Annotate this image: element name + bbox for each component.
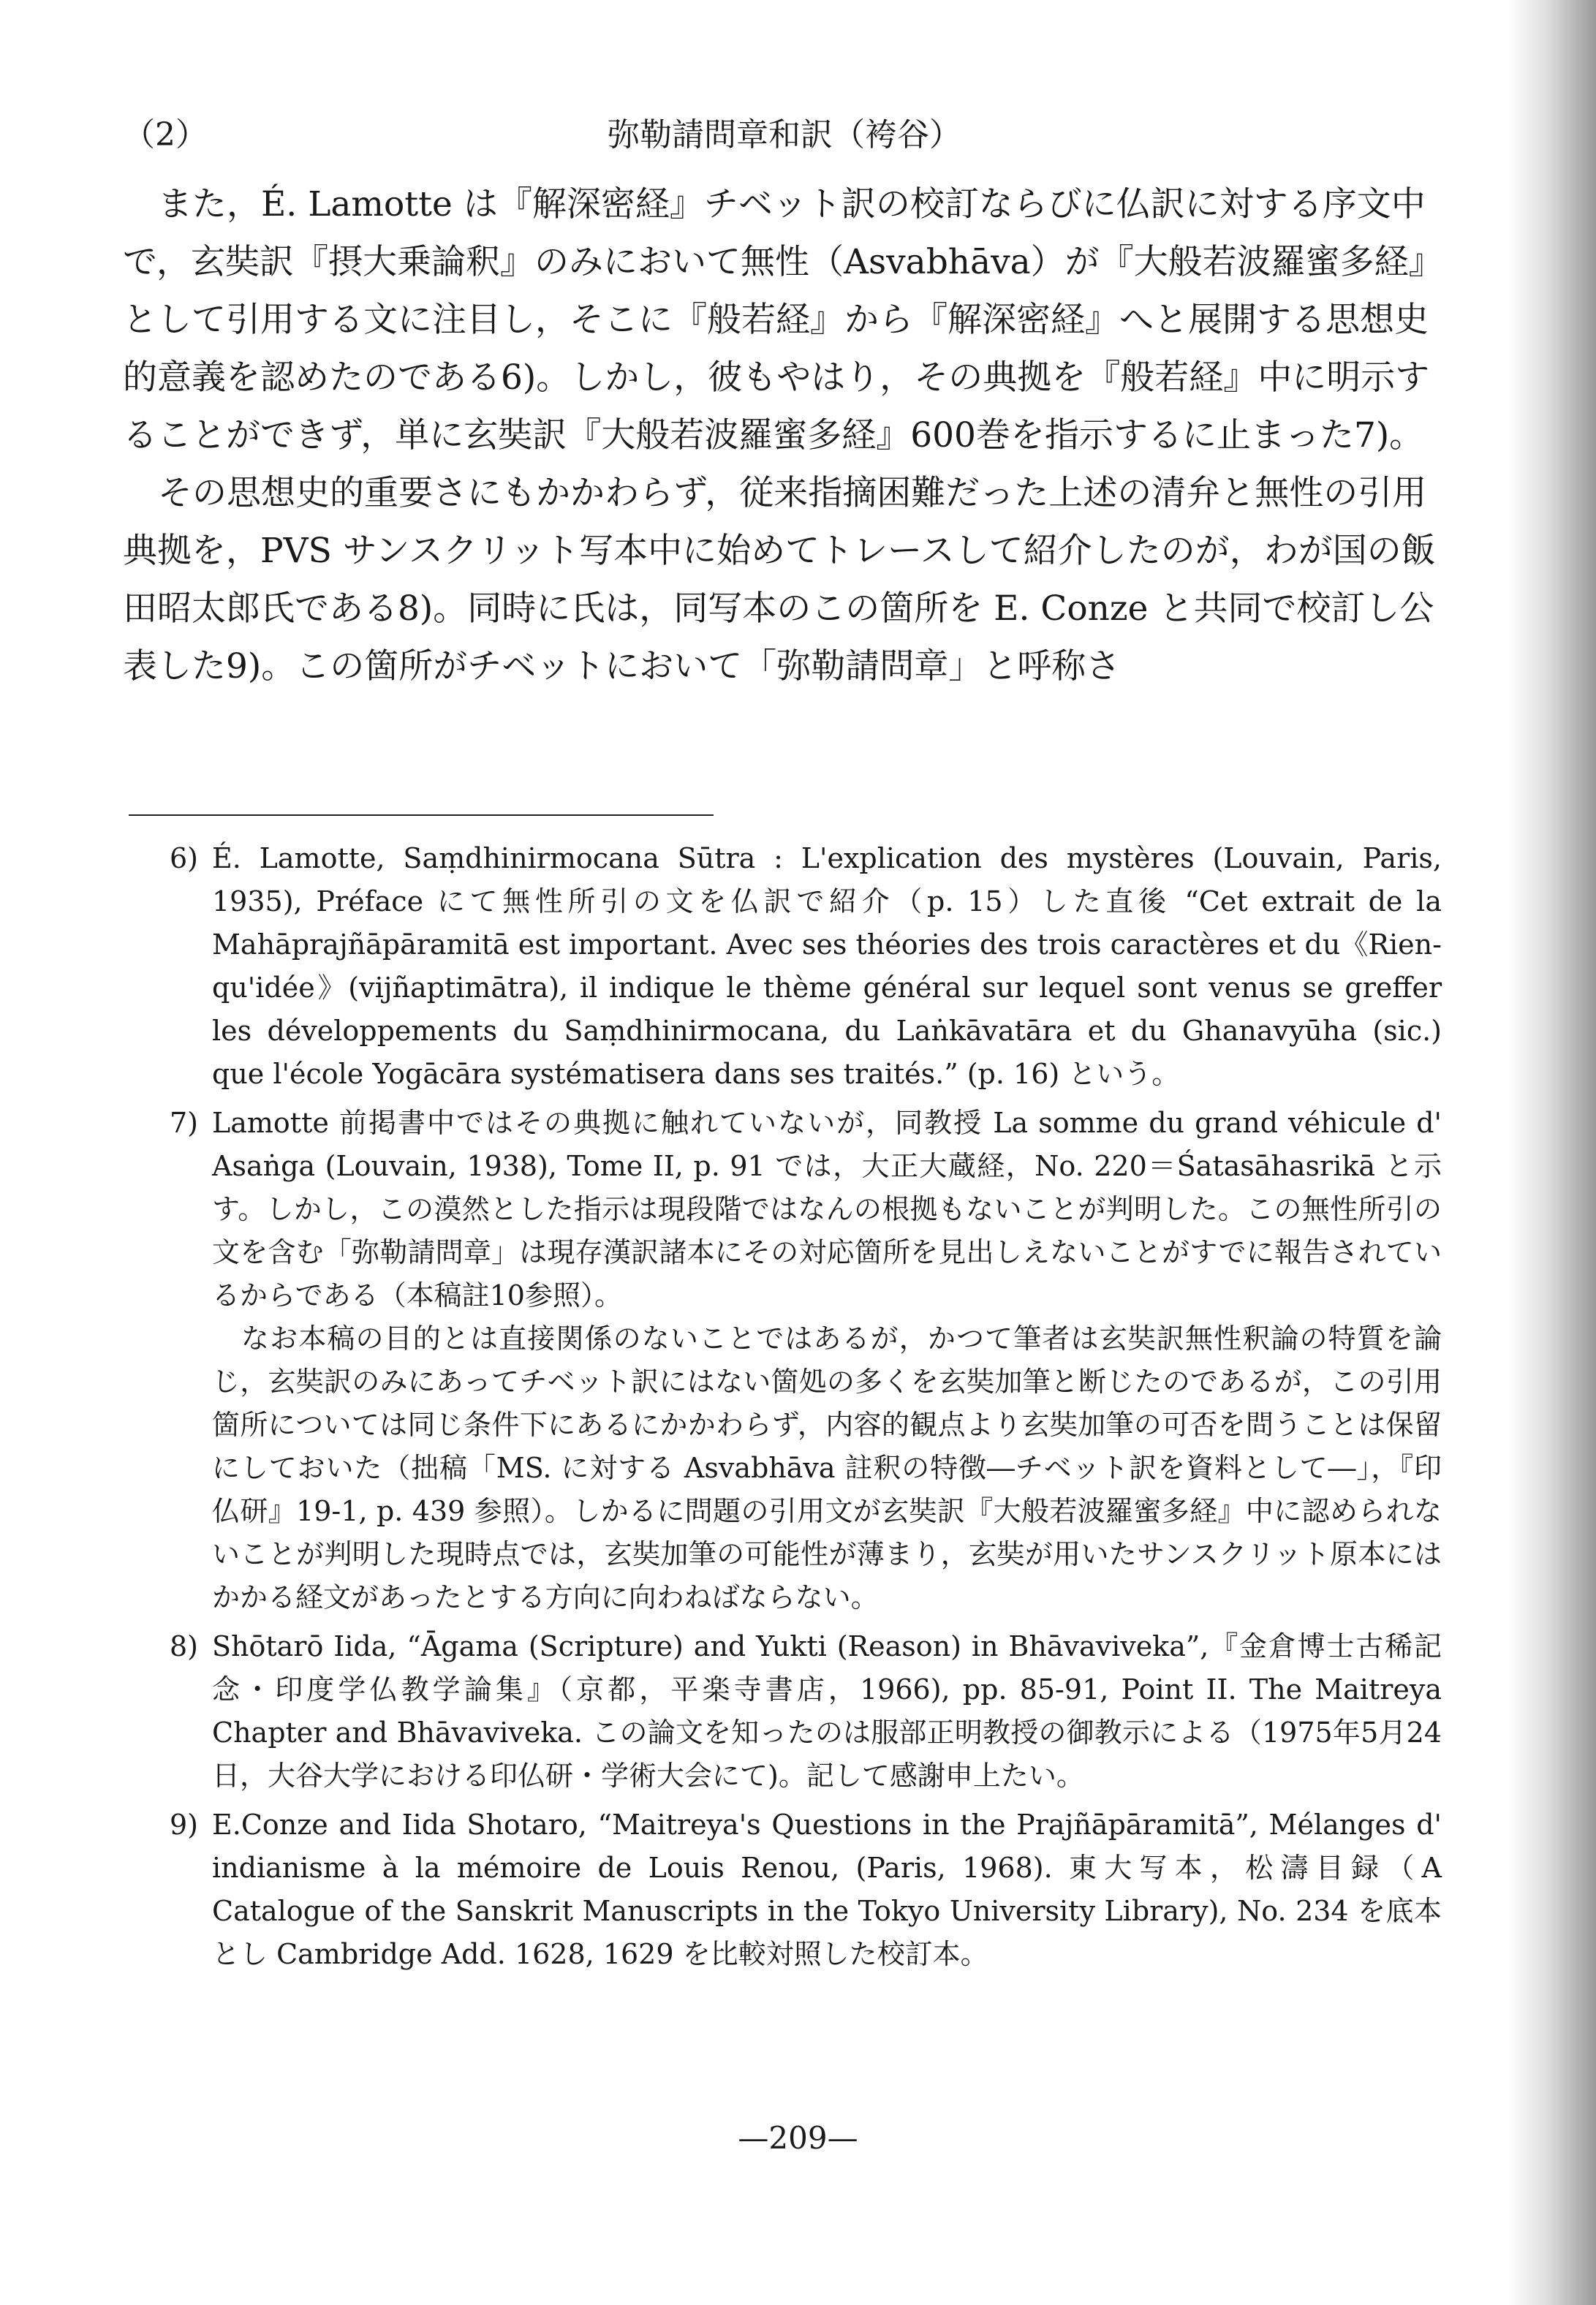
footnote-body (212, 1625, 1442, 1798)
paragraph: また，É. Lamotte は『解深密経』チベット訳の校訂ならびに仏訳に対する序文中で，玄奘訳『摂大乗論釈』のみにおいて無性（Asvabhāva）が『大般若波羅蜜多経』として引用する文に注目し，そこに『般若経』から『解深密経』へと展開する思想史的意義を認めたのである6)。しかし，彼もやはり，その典拠を『般若経』中に明示することができず，単に玄奘訳『大般若波羅蜜多経』600巻を指示するに止まった7)。 (123, 184, 1443, 455)
main-text (123, 175, 1446, 695)
footnote-number: 9) (170, 1809, 199, 1841)
footnote-text: Shōtarō Iida, “Āgama (Scripture) and Yukti (Reason) in Bhāvaviveka”,『金倉博士古稀記念・印度学仏教学論集』（京都，平楽寺書店，1966), pp. 85-91, Point II. The Maitreya Chapter and Bhāvaviveka. この論文を知ったのは服部正明教授の御教示による（1975年5月24日，大谷大学における印仏研・学術大会にて)。記して感謝申上たい。 (212, 1630, 1442, 1792)
running-title: 弥勒請問章和訳（袴谷） (608, 116, 961, 154)
footnote-6 (170, 837, 1442, 1096)
footnote-9 (170, 1803, 1442, 1976)
page-header (123, 108, 1446, 159)
scan-shadow-edge (1508, 0, 1596, 2305)
footnote-number: 6) (170, 842, 199, 874)
footnote-number: 7) (170, 1107, 199, 1139)
footnote-8 (170, 1625, 1442, 1798)
footnote-body (212, 837, 1442, 1096)
footnote-text: Lamotte 前掲書中ではその典拠に触れていないが，同教授 La somme du grand véhicule d' Asaṅga (Louvain, 1938), Tome II, p. 91 では，大正大蔵経，No. 220＝Śatasāhasrikā と示す。しかし，この漠然とした指示は現段階ではなんの根拠もないことが判明した。この無性所引の文を含む「弥勒請問章」は現存漢訳諸本にその対応箇所を見出しえないことがすでに報告されているからである（本稿註10参照）。 (212, 1107, 1442, 1312)
paragraph: その思想史的重要さにもかかわらず，従来指摘困難だった上述の清弁と無性の引用典拠を，PVS サンスクリット写本中に始めてトレースして紹介したのが，わが国の飯田昭太郎氏である8)。同時に氏は，同写本のこの箇所を E. Conze と共同で校訂し公表した9)。この箇所がチベットにおいて「弥勒請問章」と呼称さ (123, 473, 1436, 686)
footnote-body (212, 1102, 1442, 1619)
page-number: （2） (123, 116, 208, 154)
footnote-divider (129, 814, 714, 816)
footnote-number: 8) (170, 1630, 199, 1662)
footnote-7 (170, 1102, 1442, 1619)
page-folio: —209— (738, 2120, 858, 2156)
footnotes (170, 837, 1442, 1982)
footnote-text: なお本稿の目的とは直接関係のないことではあるが，かつて筆者は玄奘訳無性釈論の特質を論じ，玄奘訳のみにあってチベット訳にはない箇処の多くを玄奘加筆と断じたのであるが，この引用箇所については同じ条件下にあるにかかわらず，内容的観点より玄奘加筆の可否を問うことは保留にしておいた（拙稿「MS. に対する Asvabhāva 註釈の特徴―チベット訳を資料として―」，『印仏研』19-1, p. 439 参照）。しかるに問題の引用文が玄奘訳『大般若波羅蜜多経』中に認められないことが判明した現時点では，玄奘加筆の可能性が薄まり，玄奘が用いたサンスクリット原本にはかかる経文があったとする方向に向わねばならない。 (212, 1322, 1442, 1613)
footnote-text: E.Conze and Iida Shotaro, “Maitreya's Questions in the Prajñāpāramitā”, Mélanges d' indianisme à la mémoire de Louis Renou, (Paris, 1968). 東大写本，松濤目録（A Catalogue of the Sanskrit Manuscripts in the Tokyo University Library), No. 234 を底本とし Cambridge Add. 1628, 1629 を比較対照した校訂本。 (212, 1809, 1442, 1970)
footnote-body (212, 1803, 1442, 1976)
footnote-text: É. Lamotte, Saṃdhinirmocana Sūtra : L'explication des mystères (Louvain, Paris, 1935), Préface にて無性所引の文を仏訳で紹介（p. 15）した直後 “Cet extrait de la Mahāprajñāpāramitā est important. Avec ses théories des trois caractères et du《Rien-qu'idée》(vijñaptimātra), il indique le thème général sur lequel sont venus se greffer les développements du Saṃdhinirmocana, du Laṅkāvatāra et du Ghanavyūha (sic.) que l'école Yogācāra systématisera dans ses traités.” (p. 16) という。 (212, 842, 1442, 1090)
